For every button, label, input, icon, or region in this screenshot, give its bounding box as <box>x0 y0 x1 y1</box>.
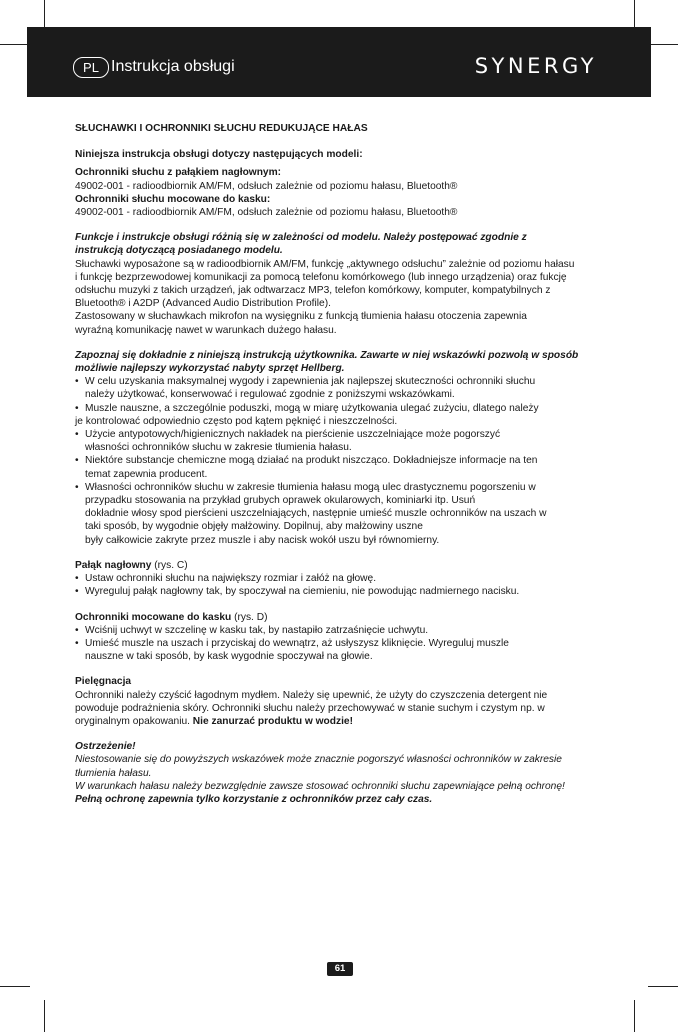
functions-note-line: instrukcją dotyczącą posiadanego modelu. <box>75 245 283 257</box>
functions-text-line: Słuchawki wyposażone są w radioodbiornik AM/FM, funkcję „aktywnego odsłuchu” zależnie od poziomu hałasu <box>75 258 575 270</box>
model2-desc: 49002-001 - radioodbiornik AM/FM, odsłuch zależnie od poziomu hałasu, Bluetooth® <box>75 207 458 219</box>
headband-bullet-list <box>75 572 610 598</box>
usage-bullet-list <box>75 375 610 415</box>
warning-text-line: W warunkach hałasu należy bezwzględnie zawsze stosować ochronniki słuchu zapewniające pełną ochronę! <box>75 780 565 792</box>
crop-mark <box>0 44 30 45</box>
list-item: • W celu uzyskania maksymalnej wygody i zapewnienia jak najlepszej skuteczności ochronniki słuchu należy użytkować, konserwować i regulować zgodnie z poniższymi wskazówkami. <box>75 375 610 401</box>
models-intro: Niniejsza instrukcja obsługi dotyczy następujących modeli: <box>75 149 363 161</box>
crop-mark <box>648 986 678 987</box>
functions-text-line: odsłuchu muzyki z takich urządzeń, jak odtwarzacz MP3, telefon komórkowy, komputer, kompatybilnych z <box>75 285 551 297</box>
usage-bullet-list-2 <box>75 428 610 547</box>
list-item: • Niektóre substancje chemiczne mogą działać na produkt niszcząco. Dokładniejsze informacje na ten temat zapewnia producent. <box>75 454 610 480</box>
warning-text-line: Niestosowanie się do powyższych wskazówek może znacznie pogorszyć własności ochronników w zakresie <box>75 754 562 766</box>
list-item: • Muszle nauszne, a szczególnie poduszki, mogą w miarę użytkowania ulegać zużyciu, dlatego należy <box>75 402 610 415</box>
warning-text-line: tłumienia hałasu. <box>75 767 152 779</box>
crop-mark <box>0 986 30 987</box>
model2-title: Ochronniki słuchu mocowane do kasku: <box>75 193 271 205</box>
header-title: Instrukcja obsługi <box>111 58 235 75</box>
model1-desc: 49002-001 - radioodbiornik AM/FM, odsłuch zależnie od poziomu hałasu, Bluetooth® <box>75 180 458 192</box>
list-item: • Własności ochronników słuchu w zakresie tłumienia hałasu mogą ulec drastycznemu pogorszeniu w przypadku stosowania na przykład grubych oprawek okularowych, kominiarki itp. Usuń dokładnie włosy spod pierścieni uszczelniających, następnie umieść muszle ochronników na uszach w taki sposób, by wygodnie objęły małżowiny. Dopilnuj, aby małżowiny uszne były całkowicie zakryte przez muszle i aby nacisk wokół uszu był równomierny. <box>75 481 610 547</box>
care-section-title: Pielęgnacja <box>75 676 132 688</box>
language-badge: PL <box>73 57 109 78</box>
list-item: • Wyreguluj pałąk nagłowny tak, by spoczywał na ciemieniu, nie powodując nadmiernego nacisku. <box>75 585 610 598</box>
page-number: 61 <box>327 962 353 976</box>
crop-mark <box>648 44 678 45</box>
model1-title: Ochronniki słuchu z pałąkiem nagłownym: <box>75 167 282 179</box>
care-text-line: oryginalnym opakowaniu. Nie zanurzać produktu w wodzie! <box>75 715 353 727</box>
crop-mark <box>44 0 45 30</box>
warning-title: Ostrzeżenie! <box>75 741 136 753</box>
functions-text-line: wyraźną komunikację nawet w warunkach dużego hałasu. <box>75 324 337 336</box>
list-item: • Ustaw ochronniki słuchu na największy rozmiar i załóż na głowę. <box>75 572 610 585</box>
list-item: • Wciśnij uchwyt w szczelinę w kasku tak, by nastapiło zatrzaśnięcie uchwytu. <box>75 624 610 637</box>
care-text-line: powoduje podrażnienia skóry. Ochronniki słuchu należy przechowywać w stanie suchym i czystym np. w <box>75 702 545 714</box>
page-header <box>27 27 651 97</box>
headband-section-title: Pałąk nagłowny (rys. C) <box>75 559 188 571</box>
functions-text-line: Bluetooth® i A2DP (Advanced Audio Distribution Profile). <box>75 298 331 310</box>
crop-mark <box>44 1000 45 1032</box>
read-note-line: możliwie najlepszy wykorzystać nabyty sprzęt Hellberg. <box>75 363 345 375</box>
care-text-line: Ochronniki należy czyścić łagodnym mydłem. Należy się upewnić, że użyty do czyszczenia detergent nie <box>75 689 548 701</box>
warning-text-line: Pełną ochronę zapewnia tylko korzystanie z ochronników przez cały czas. <box>75 793 433 805</box>
bullet-continuation: je kontrolować odpowiednio często pod kątem pęknięć i nieszczelności. <box>75 415 398 427</box>
brand-logo: SYNERGY <box>474 54 597 78</box>
list-item: • Użycie antypotowych/higienicznych nakładek na pierścienie uszczelniające może pogorszyć własności ochronników słuchu w zakresie tłumienia hałasu. <box>75 428 610 454</box>
read-note-line: Zapoznaj się dokładnie z niniejszą instrukcją użytkownika. Zawarte w niej wskazówki pozwolą w sposób <box>75 349 579 361</box>
crop-mark <box>634 0 635 30</box>
helmet-bullet-list <box>75 624 610 664</box>
helmet-section-title: Ochronniki mocowane do kasku (rys. D) <box>75 611 268 623</box>
functions-note-line: Funkcje i instrukcje obsługi różnią się w zależności od modelu. Należy postępować zgodnie z <box>75 232 527 244</box>
functions-text-line: i funkcję bezprzewodowej komunikacji za pomocą telefonu komórkowego (lub innego urządzenia) oraz fukcję <box>75 271 567 283</box>
crop-mark <box>634 1000 635 1032</box>
document-heading: SŁUCHAWKI I OCHRONNIKI SŁUCHU REDUKUJĄCE HAŁAS <box>75 123 368 134</box>
document-body <box>75 122 610 806</box>
list-item: • Umieść muszle na uszach i przyciskaj do wewnątrz, aż usłyszysz kliknięcie. Wyreguluj muszle nauszne w taki sposób, by kask wygodnie spoczywał na głowie. <box>75 637 610 663</box>
functions-text-line: Zastosowany w słuchawkach mikrofon na wysięgniku z funkcją tłumienia hałasu otoczenia zapewnia <box>75 311 527 323</box>
